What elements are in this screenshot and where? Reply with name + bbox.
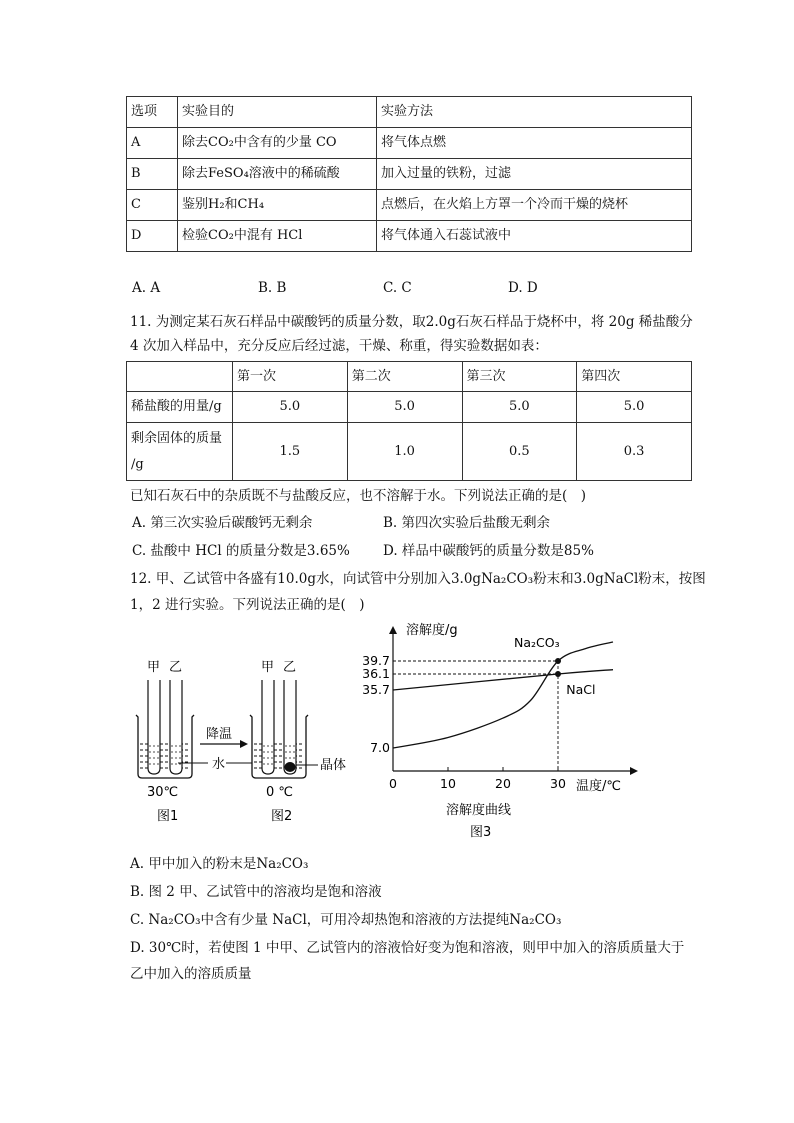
- q12-option-d-line2: 乙中加入的溶质质量: [130, 966, 252, 982]
- row-goal: 除去CO₂中含有的少量 CO: [178, 128, 377, 159]
- chart-title: 溶解度曲线: [446, 803, 512, 818]
- fig1-beaker: [136, 715, 194, 778]
- table-row: [127, 128, 692, 159]
- y-tick-label: 7.0: [370, 740, 390, 755]
- fig1-tube-a: [148, 680, 160, 774]
- fig2-beaker: [250, 715, 308, 778]
- table-row: [127, 423, 692, 481]
- row-label: C: [127, 190, 178, 221]
- y-tick-label: 39.7: [362, 653, 390, 668]
- q10-option-d: D. D: [508, 280, 538, 296]
- row-method: 点燃后，在火焰上方罩一个冷而干燥的烧杯: [377, 190, 692, 221]
- cell: 1.5: [233, 423, 348, 481]
- fig2-caption: 图2: [271, 809, 293, 824]
- x-tick-label: 0: [389, 776, 397, 791]
- series-label-na2co3: Na₂CO₃: [514, 635, 560, 650]
- x-tick-label: 20: [495, 776, 511, 791]
- q12-option-d-line1: D. 30℃时，若使图 1 中甲、乙试管内的溶液恰好变为饱和溶液，则甲中加入的溶质质量大于: [130, 940, 685, 956]
- row-method: 加入过量的铁粉，过滤: [377, 159, 692, 190]
- fig1: [136, 660, 194, 824]
- q12-stem-line1: 12. 甲、乙试管中各盛有10.0g水，向试管中分别加入3.0gNa₂CO₃粉末和3.0gNaCl粉末，按图: [130, 571, 706, 587]
- cell: 5.0: [462, 392, 577, 423]
- q11-option-a: A. 第三次实验后碳酸钙无剩余: [132, 515, 313, 531]
- q11-option-b: B. 第四次实验后盐酸无剩余: [383, 515, 551, 531]
- fig1-temp: 30℃: [147, 785, 179, 800]
- header-method: 实验方法: [377, 97, 692, 128]
- cell: 5.0: [577, 392, 692, 423]
- q10-option-a: A. A: [132, 280, 161, 296]
- row-method: 将气体点燃: [377, 128, 692, 159]
- fig2-temp: 0 ℃: [266, 785, 294, 800]
- solubility-chart: [360, 620, 650, 850]
- row-label: 稀盐酸的用量/g: [127, 392, 233, 423]
- y-tick-label: 35.7: [362, 682, 390, 697]
- table-header-row: [127, 97, 692, 128]
- fig2-tube-a: [262, 680, 274, 774]
- q12-option-a: A. 甲中加入的粉末是Na₂CO₃: [130, 856, 309, 872]
- q11-stem-line1: 11. 为测定某石灰石样品中碳酸钙的质量分数，取2.0g石灰石样品于烧杯中，将 20g 稀盐酸分: [130, 314, 693, 330]
- q11-option-c: C. 盐酸中 HCl 的质量分数是3.65%: [132, 543, 350, 559]
- fig1-tube-b: [170, 680, 182, 774]
- q12-option-c: C. Na₂CO₃中含有少量 NaCl，可用冷却热饱和溶液的方法提纯Na₂CO₃: [130, 912, 562, 928]
- chart-caption: 图3: [470, 825, 492, 840]
- fig1-caption: 图1: [157, 809, 179, 824]
- series-label-nacl: NaCl: [566, 682, 596, 697]
- row-label: A: [127, 128, 178, 159]
- cell: 5.0: [233, 392, 348, 423]
- chart-guides: [393, 661, 558, 771]
- table-row: [127, 190, 692, 221]
- fig1-tube-b-label: 乙: [169, 660, 183, 675]
- cell: 1.0: [347, 423, 462, 481]
- row-goal: 检验CO₂中混有 HCl: [178, 221, 377, 252]
- q10-option-c: C. C: [383, 280, 412, 296]
- fig1-fig2-apparatus: [128, 650, 358, 830]
- crystal-label: 晶体: [320, 758, 347, 773]
- row-label-line: 剩余固体的质量: [131, 430, 223, 446]
- table-row: [127, 221, 692, 252]
- q11-table: [126, 361, 692, 481]
- water-label: 水: [212, 757, 226, 772]
- table-header-row: [127, 362, 692, 392]
- data-point: [555, 658, 561, 664]
- y-tick-label: 36.1: [362, 666, 390, 681]
- fig2-tube-b: [284, 680, 296, 774]
- table-row: [127, 392, 692, 423]
- row-label-line: /g: [131, 456, 144, 472]
- row-label: B: [127, 159, 178, 190]
- q12-option-b: B. 图 2 甲、乙试管中的溶液均是饱和溶液: [130, 884, 382, 900]
- row-method: 将气体通入石蕊试液中: [377, 221, 692, 252]
- header-col: 第一次: [233, 362, 348, 392]
- table-row: [127, 159, 692, 190]
- x-axis-arrow-icon: [630, 767, 638, 775]
- y-axis-arrow-icon: [389, 626, 397, 634]
- q11-stem-line2: 4 次加入样品中，充分反应后经过滤，干燥、称重，得实验数据如表：: [130, 338, 548, 354]
- fig1-tube-a-label: 甲: [147, 660, 161, 675]
- header-blank: [127, 362, 233, 392]
- row-goal: 除去FeSO₄溶液中的稀硫酸: [178, 159, 377, 190]
- cell: 5.0: [347, 392, 462, 423]
- x-tick-label: 10: [440, 776, 456, 791]
- fig2: [250, 660, 346, 824]
- cell: 0.3: [577, 423, 692, 481]
- q11-after-table: 已知石灰石中的杂质既不与盐酸反应，也不溶解于水。下列说法正确的是( ): [130, 488, 587, 504]
- q10-option-b: B. B: [258, 280, 287, 296]
- row-label: D: [127, 221, 178, 252]
- row-label: [127, 423, 233, 481]
- cooling-label: 降温: [206, 727, 233, 742]
- fig2-tube-a-label: 甲: [261, 660, 275, 675]
- header-col: 第四次: [577, 362, 692, 392]
- header-col: 第三次: [462, 362, 577, 392]
- q11-option-d: D. 样品中碳酸钙的质量分数是85%: [383, 543, 594, 559]
- q12-stem-line2: 1，2 进行实验。下列说法正确的是( ): [130, 597, 365, 613]
- cell: 0.5: [462, 423, 577, 481]
- x-tick-label: 30: [550, 776, 566, 791]
- q10-table: [126, 96, 692, 252]
- crystal-icon: [285, 762, 296, 772]
- fig2-tube-b-label: 乙: [283, 660, 297, 675]
- x-axis-label: 温度/℃: [576, 779, 621, 794]
- y-axis-label: 溶解度/g: [406, 623, 458, 638]
- arrow-right-icon: [240, 740, 248, 748]
- header-option: 选项: [127, 97, 178, 128]
- header-goal: 实验目的: [178, 97, 377, 128]
- row-goal: 鉴别H₂和CH₄: [178, 190, 377, 221]
- header-col: 第二次: [347, 362, 462, 392]
- data-point: [555, 671, 561, 677]
